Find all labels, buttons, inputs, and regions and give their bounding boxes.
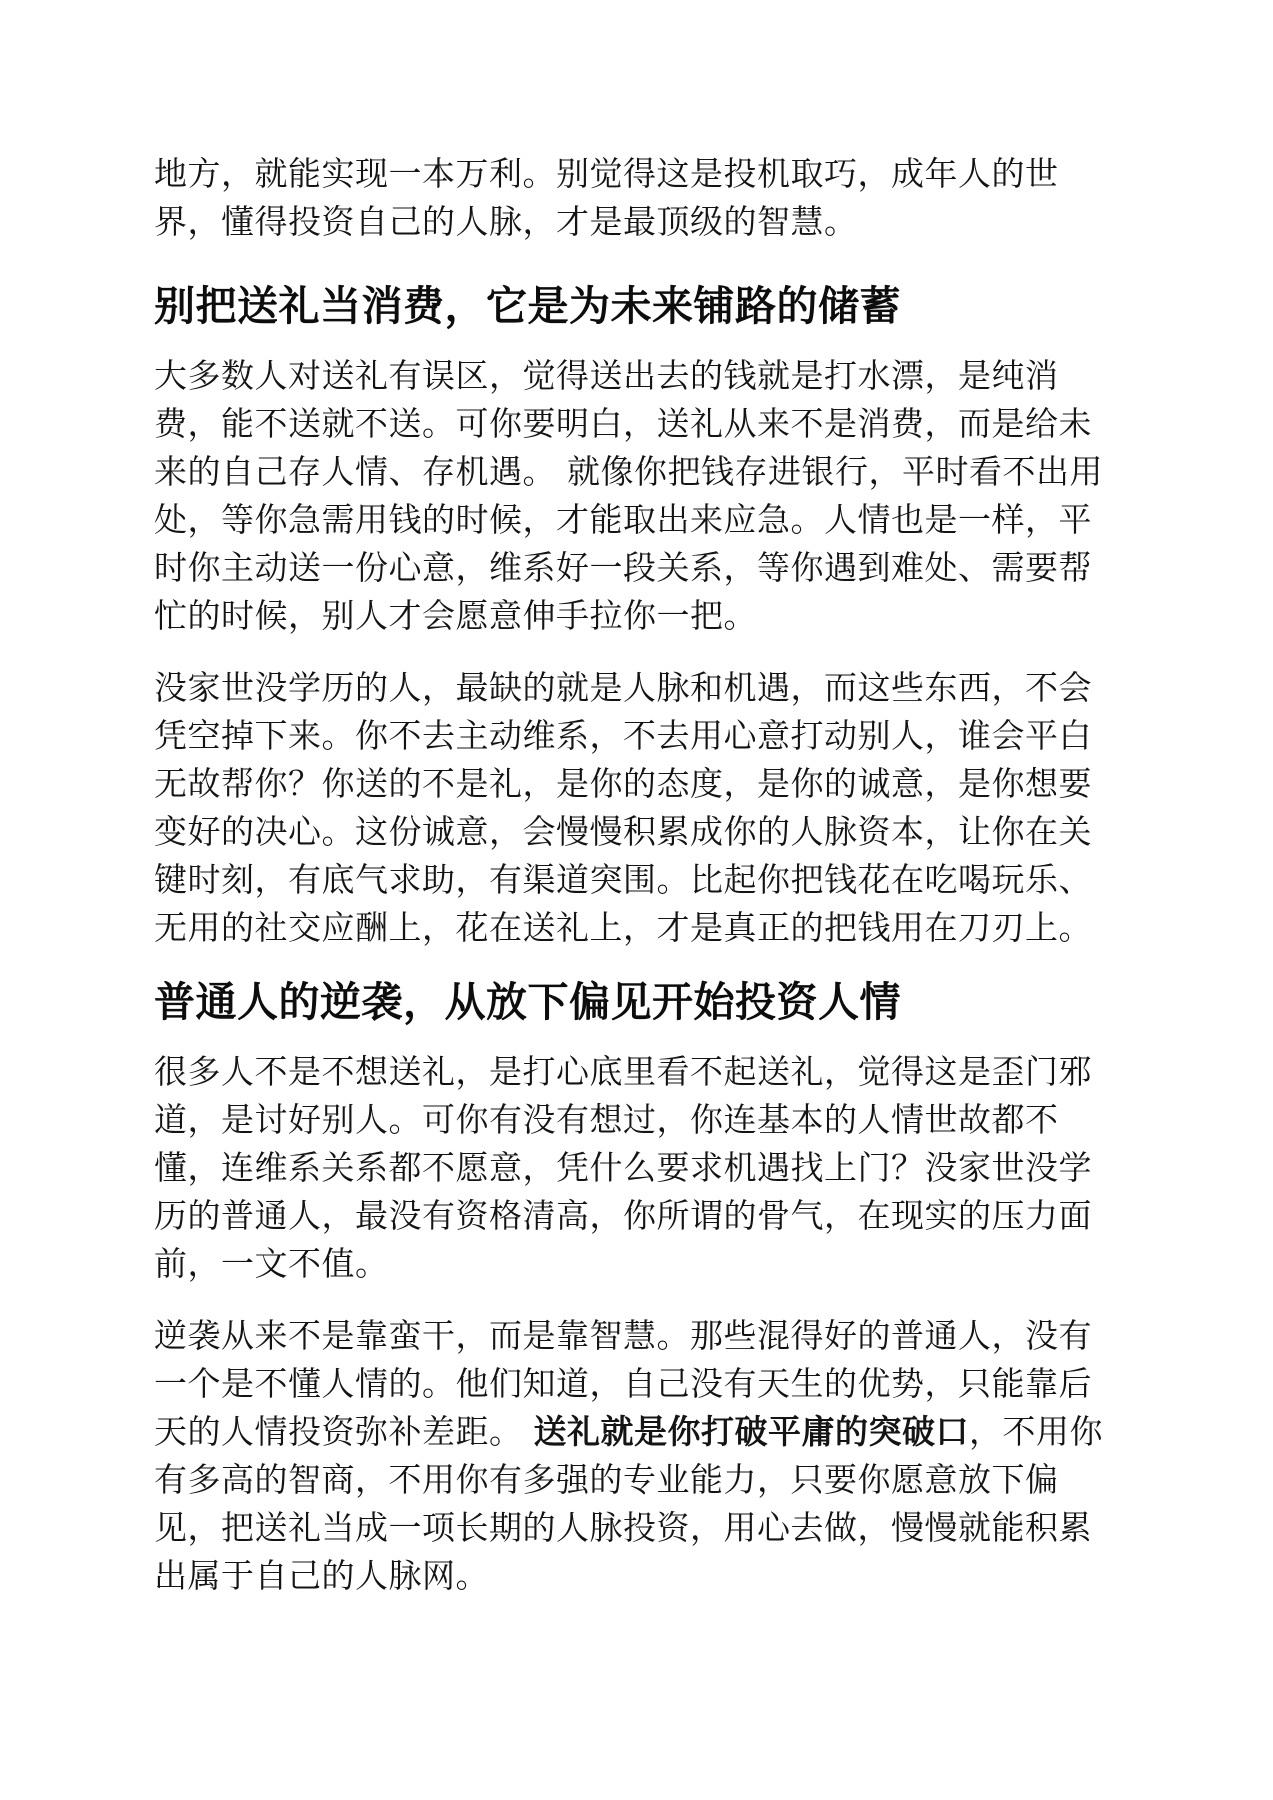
text-line: 无用的社交应酬上，花在送礼上，才是真正的把钱用在刀刃上。 bbox=[154, 908, 1092, 947]
text-line: 有多高的智商，不用你有多强的专业能力，只要你愿意放下偏 bbox=[154, 1460, 1059, 1499]
text-line: 忙的时候，别人才会愿意伸手拉你一把。 bbox=[154, 596, 757, 635]
text-line: 时你主动送一份心意，维系好一段关系，等你遇到难处、需要帮 bbox=[154, 548, 1092, 587]
text-line: 一个是不懂人情的。他们知道，自己没有天生的优势，只能靠后 bbox=[154, 1364, 1092, 1403]
paragraph-wisdom bbox=[154, 1312, 1103, 1600]
text-line: 见，把送礼当成一项长期的人脉投资，用心去做，慢慢就能积累 bbox=[154, 1508, 1092, 1547]
text-line: 键时刻，有底气求助，有渠道突围。比起你把钱花在吃喝玩乐、 bbox=[154, 860, 1092, 899]
text-line: 处，等你急需用钱的时候，才能取出来应急。人情也是一样，平 bbox=[154, 500, 1092, 539]
text-segment: ，不用你 bbox=[969, 1412, 1103, 1451]
text-line: 懂，连维系关系都不愿意，凭什么要求机遇找上门？没家世没学 bbox=[154, 1148, 1092, 1187]
text-line: 逆袭从来不是靠蛮干，而是靠智慧。那些混得好的普通人，没有 bbox=[154, 1316, 1092, 1355]
text-line: 很多人不是不想送礼，是打心底里看不起送礼，觉得这是歪门邪 bbox=[154, 1052, 1092, 1091]
text-line: 地方，就能实现一本万利。别觉得这是投机取巧，成年人的世 bbox=[154, 154, 1059, 193]
text-line: 前，一文不值。 bbox=[154, 1244, 389, 1283]
text-line: 来的自己存人情、存机遇。 就像你把钱存进银行，平时看不出用 bbox=[154, 452, 1103, 491]
text-line: 道，是讨好别人。可你有没有想过，你连基本的人情世故都不 bbox=[154, 1100, 1059, 1139]
text-line: 凭空掉下来。你不去主动维系，不去用心意打动别人，谁会平白 bbox=[154, 716, 1092, 755]
emphasis-text: 送礼就是你打破平庸的突破口 bbox=[533, 1412, 969, 1451]
paragraph-prejudice bbox=[154, 1048, 1092, 1288]
text-line: 出属于自己的人脉网。 bbox=[154, 1556, 489, 1595]
paragraph-gift-misconception bbox=[154, 352, 1103, 640]
text-line: 历的普通人，最没有资格清高，你所谓的骨气，在现实的压力面 bbox=[154, 1196, 1092, 1235]
text-line-with-emphasis bbox=[154, 1408, 1103, 1456]
paragraph-intro-continued bbox=[154, 150, 1059, 246]
text-line: 大多数人对送礼有误区，觉得送出去的钱就是打水漂，是纯消 bbox=[154, 356, 1059, 395]
paragraph-network-capital bbox=[154, 664, 1092, 952]
text-line: 界，懂得投资自己的人脉，才是最顶级的智慧。 bbox=[154, 202, 858, 241]
text-line: 费，能不送就不送。可你要明白，送礼从来不是消费，而是给未 bbox=[154, 404, 1092, 443]
text-line: 变好的决心。这份诚意，会慢慢积累成你的人脉资本，让你在关 bbox=[154, 812, 1092, 851]
text-line: 没家世没学历的人，最缺的就是人脉和机遇，而这些东西，不会 bbox=[154, 668, 1092, 707]
section-heading-comeback: 普通人的逆袭，从放下偏见开始投资人情 bbox=[154, 978, 901, 1026]
section-heading-savings: 别把送礼当消费，它是为未来铺路的储蓄 bbox=[154, 282, 901, 330]
text-segment: 天的人情投资弥补差距。 bbox=[154, 1412, 534, 1451]
text-line: 无故帮你？你送的不是礼，是你的态度，是你的诚意，是你想要 bbox=[154, 764, 1092, 803]
